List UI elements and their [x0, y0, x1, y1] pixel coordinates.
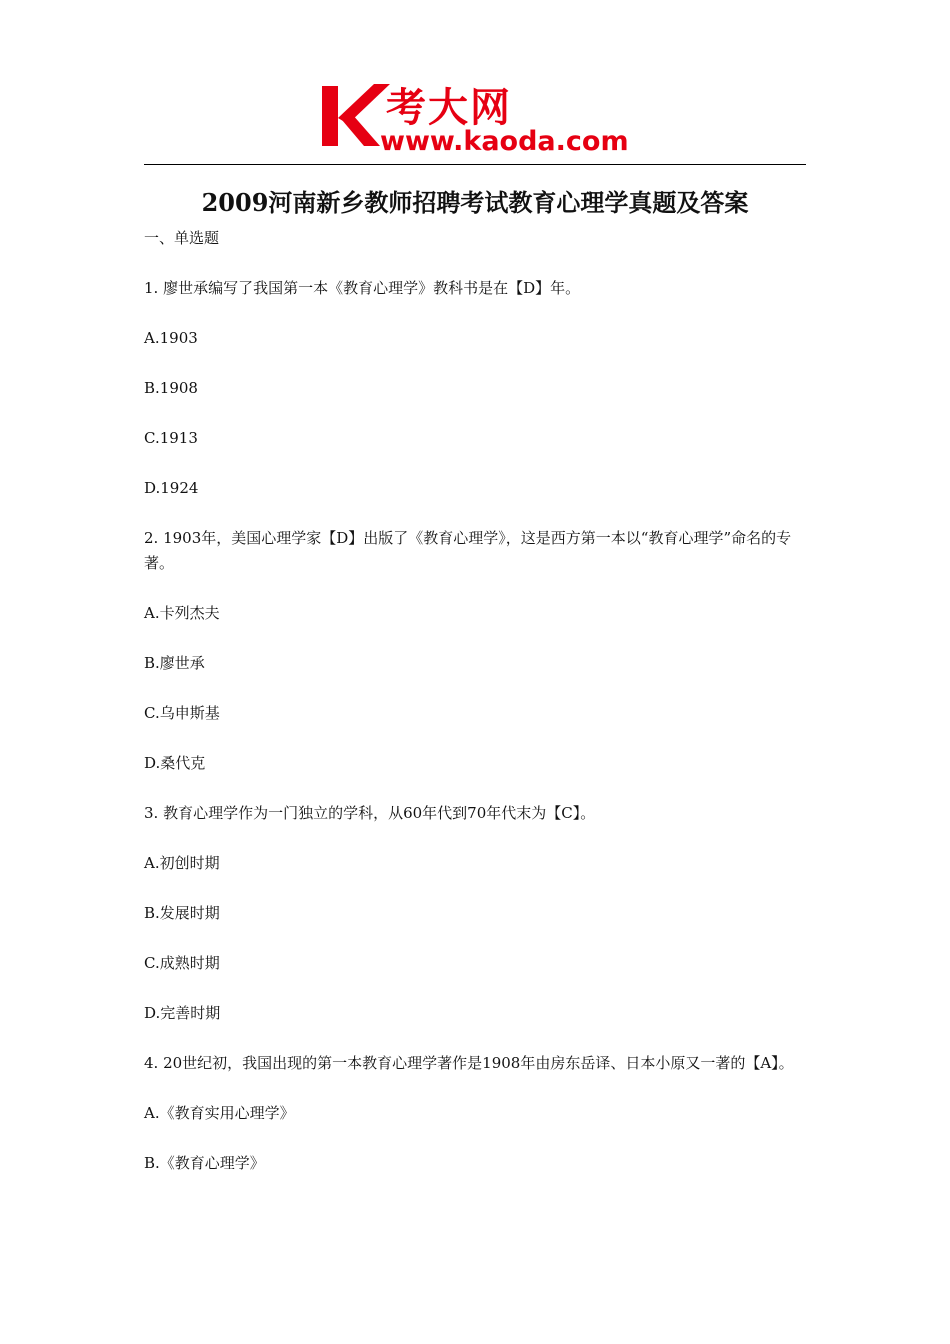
question-option: D.1924 [144, 479, 199, 497]
question-option: D.完善时期 [144, 1004, 221, 1022]
page-title: 2009河南新乡教师招聘考试教育心理学真题及答案 [201, 188, 749, 217]
question-option: A.初创时期 [144, 854, 220, 872]
question-option: A.1903 [144, 329, 198, 347]
question-stem: 4. 20世纪初，我国出现的第一本教育心理学著作是1908年由房东岳译、日本小原又一著的【A】。 [144, 1054, 794, 1072]
question-option: B.1908 [144, 379, 198, 397]
question-option: D.桑代克 [144, 754, 206, 772]
section-heading: 一、单选题 [144, 229, 220, 247]
question-stem: 2. 1903年，美国心理学家【D】出版了《教育心理学》，这是西方第一本以“教育心理学”命名的专著。 [144, 529, 792, 572]
question-option: C.成熟时期 [144, 954, 220, 972]
question-option: C.1913 [144, 429, 198, 447]
kaoda-logo [318, 78, 638, 156]
question-option: B.发展时期 [144, 904, 220, 922]
header-divider [144, 164, 806, 165]
logo-brand-text: 考大网 [386, 85, 512, 131]
logo-url-text: www.kaoda.com [380, 126, 629, 157]
question-option: A.卡列杰夫 [144, 604, 220, 622]
document-body [144, 226, 808, 1176]
question-option: C.乌申斯基 [144, 704, 220, 722]
question-option: B.《教育心理学》 [144, 1154, 265, 1172]
question-stem: 1. 廖世承编写了我国第一本《教育心理学》教科书是在【D】年。 [144, 279, 581, 297]
question-stem: 3. 教育心理学作为一门独立的学科，从60年代到70年代末为【C】。 [144, 804, 596, 822]
question-option: A.《教育实用心理学》 [144, 1104, 295, 1122]
question-option: B.廖世承 [144, 654, 205, 672]
